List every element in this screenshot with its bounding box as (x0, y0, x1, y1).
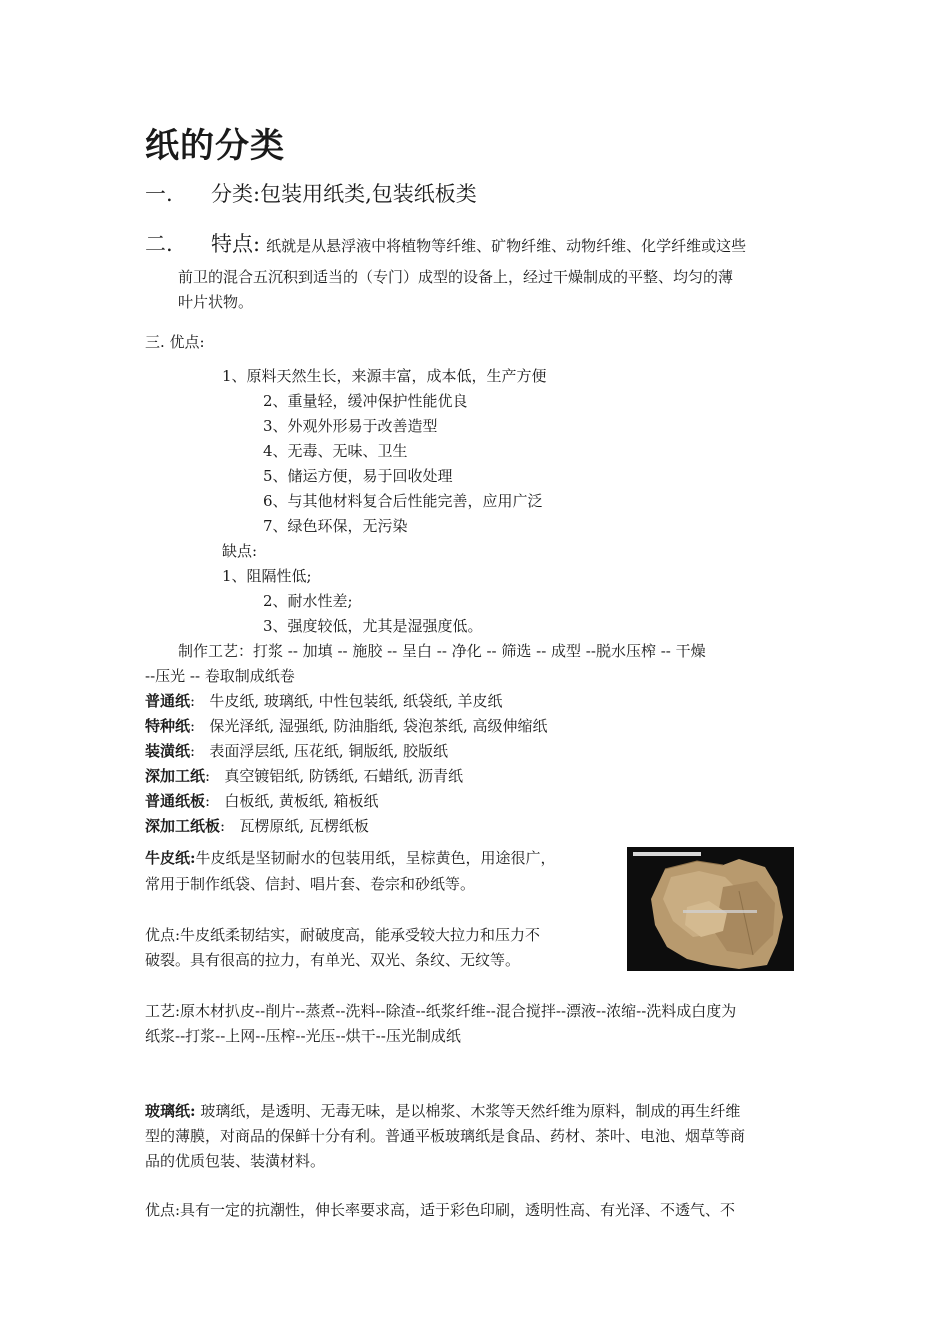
category-row: 装潢纸: 表面浮层纸, 压花纸, 铜版纸, 胶版纸 (145, 742, 448, 760)
cellophane-desc-line-3: 品的优质包装、装潢材料。 (145, 1152, 326, 1170)
category-row: 深加工纸板: 瓦楞原纸, 瓦楞纸板 (145, 817, 369, 835)
advantage-item: 5、储运方便，易于回收处理 (263, 467, 453, 485)
kraft-process-line-1: 工艺:原木材扒皮--削片--蒸煮--洗料--除渣--纸浆纤维--混合搅拌--漂液--浓缩--洗料成白度为 (145, 1002, 737, 1020)
category-label: 普通纸 (145, 692, 191, 710)
cellophane-label: 玻璃纸: (145, 1102, 196, 1120)
advantage-item: 7、绿色环保，无污染 (263, 517, 408, 535)
kraft-adv-line-1: 优点:牛皮纸柔韧结实，耐破度高，能承受较大拉力和压力不 (145, 926, 541, 944)
category-row: 特种纸: 保光泽纸, 湿强纸, 防油脂纸, 袋泡茶纸, 高级伸缩纸 (145, 717, 548, 735)
category-label: 普通纸板 (145, 792, 206, 810)
disadvantage-item: 1、阻隔性低; (222, 567, 312, 585)
category-items: 白板纸, 黄板纸, 箱板纸 (224, 792, 379, 810)
section-3-heading: 三. 优点: (145, 333, 205, 351)
category-items: 表面浮层纸, 压花纸, 铜版纸, 胶版纸 (209, 742, 448, 760)
disadvantage-item: 3、强度较低，尤其是湿强度低。 (263, 617, 483, 635)
disadvantage-item: 2、耐水性差; (263, 592, 353, 610)
advantage-item: 4、无毒、无味、卫生 (263, 442, 408, 460)
cellophane-desc-line-1: 玻璃纸: 玻璃纸，是透明、无毒无味，是以棉浆、木浆等天然纤维为原料，制成的再生纤维 (145, 1102, 741, 1120)
section-2-line-3: 叶片状物。 (178, 293, 254, 311)
kraft-desc-line-1: 牛皮纸:牛皮纸是坚韧耐水的包装用纸，呈棕黄色，用途很广， (145, 849, 556, 867)
advantage-item: 6、与其他材料复合后性能完善，应用广泛 (263, 492, 543, 510)
section-2-line-2: 前卫的混合五沉积到适当的（专门）成型的设备上，经过干燥制成的平整、均匀的薄 (178, 268, 734, 286)
section-1-number: 一. (145, 182, 173, 206)
kraft-paper-image (627, 847, 794, 971)
section-1-text: 分类:包装用纸类,包装纸板类 (211, 182, 477, 206)
section-2-heading: 特点: (211, 232, 261, 256)
category-label: 特种纸 (145, 717, 191, 735)
process-line-1: 制作工艺：打浆 -- 加填 -- 施胶 -- 呈白 -- 净化 -- 筛选 -- 成型 --脱水压榨 -- 干燥 (178, 642, 706, 660)
category-label: 深加工纸 (145, 767, 206, 785)
category-row: 深加工纸: 真空镀铝纸, 防锈纸, 石蜡纸, 沥青纸 (145, 767, 463, 785)
cellophane-desc-line-2: 型的薄膜，对商品的保鲜十分有利。普通平板玻璃纸是食品、药材、茶叶、电池、烟草等商 (145, 1127, 746, 1145)
category-items: 保光泽纸, 湿强纸, 防油脂纸, 袋泡茶纸, 高级伸缩纸 (209, 717, 548, 735)
category-label: 深加工纸板 (145, 817, 221, 835)
section-1 (145, 178, 477, 208)
category-row: 普通纸板: 白板纸, 黄板纸, 箱板纸 (145, 792, 379, 810)
section-2-line-1: 纸就是从悬浮液中将植物等纤维、矿物纤维、动物纤维、化学纤维或这些 (266, 237, 747, 255)
page-title: 纸的分类 (145, 126, 285, 166)
cellophane-adv-line-1: 优点:具有一定的抗潮性，伸长率要求高，适于彩色印刷，透明性高、有光泽、不透气、不 (145, 1201, 736, 1219)
disadvantages-heading: 缺点: (222, 542, 258, 560)
kraft-desc-line-2: 常用于制作纸袋、信封、唱片套、卷宗和砂纸等。 (145, 875, 476, 893)
category-items: 真空镀铝纸, 防锈纸, 石蜡纸, 沥青纸 (224, 767, 463, 785)
advantage-item: 3、外观外形易于改善造型 (263, 417, 438, 435)
section-2 (145, 228, 746, 259)
kraft-paper-photo (627, 847, 794, 971)
category-items: 瓦楞原纸, 瓦楞纸板 (239, 817, 369, 835)
kraft-process-line-2: 纸浆--打浆--上网--压榨--光压--烘干--压光制成纸 (145, 1027, 461, 1045)
kraft-label: 牛皮纸: (145, 849, 196, 867)
process-line-2: --压光 -- 卷取制成纸卷 (145, 667, 295, 685)
advantage-item: 1、原料天然生长，来源丰富，成本低，生产方便 (222, 367, 547, 385)
advantage-item: 2、重量轻，缓冲保护性能优良 (263, 392, 468, 410)
kraft-adv-line-2: 破裂。具有很高的拉力，有单光、双光、条纹、无纹等。 (145, 951, 521, 969)
category-label: 装潢纸 (145, 742, 191, 760)
section-2-number: 二. (145, 232, 173, 256)
category-items: 牛皮纸, 玻璃纸, 中性包装纸, 纸袋纸, 羊皮纸 (209, 692, 503, 710)
category-row: 普通纸: 牛皮纸, 玻璃纸, 中性包装纸, 纸袋纸, 羊皮纸 (145, 692, 503, 710)
